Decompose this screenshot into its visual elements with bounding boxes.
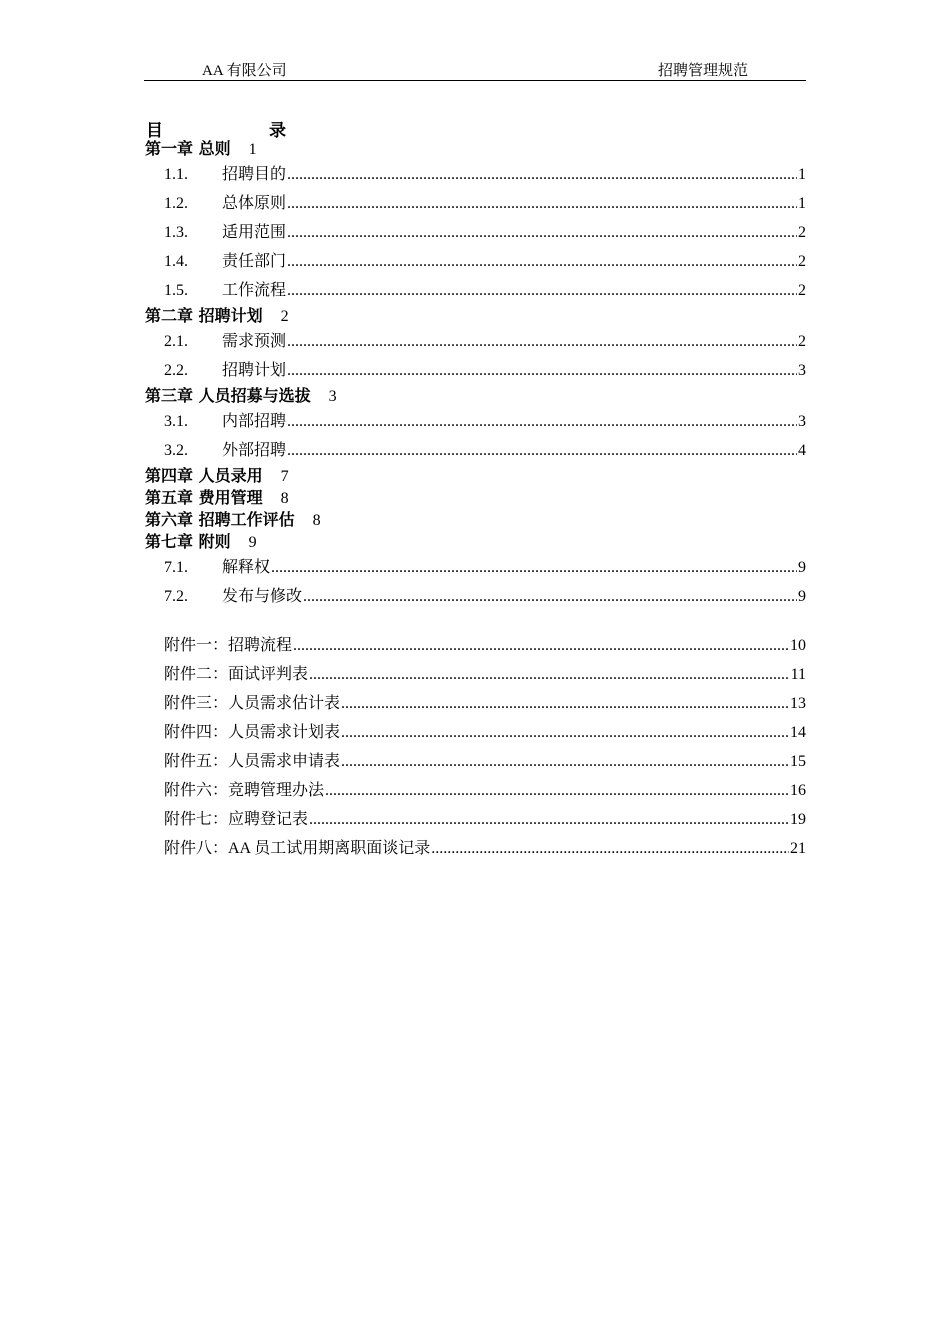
toc-section-number: 3.1.	[164, 413, 188, 430]
toc-section[interactable]	[164, 276, 806, 305]
toc-section[interactable]	[164, 218, 806, 247]
header-company: AA 有限公司	[202, 63, 287, 79]
toc-leader-dots	[287, 407, 797, 436]
toc-appendix-label: 附件二：面试评判表	[164, 666, 309, 683]
header-doc-title: 招聘管理规范	[657, 63, 748, 79]
toc-section-number: 3.2.	[164, 442, 188, 459]
toc-section-number: 1.3.	[164, 224, 188, 241]
toc-chapter-page: 9	[248, 534, 257, 551]
toc-section-page: 9	[798, 559, 806, 576]
toc-appendix-page: 15	[790, 753, 806, 770]
toc-leader-dots	[303, 582, 797, 611]
toc-section-number: 1.5.	[164, 282, 188, 299]
toc-chapter[interactable]	[145, 531, 806, 553]
toc-section[interactable]	[164, 356, 806, 385]
toc-chapter-label: 第一章 总则	[145, 139, 231, 158]
toc-section-page: 1	[798, 195, 806, 212]
toc-chapter[interactable]	[145, 465, 806, 487]
toc-section-label: 责任部门	[222, 253, 287, 270]
toc-appendix-page: 21	[790, 840, 806, 857]
toc-chapter-page: 8	[280, 490, 289, 507]
toc-appendix-page: 10	[790, 637, 806, 654]
toc-chapter-page: 2	[280, 308, 289, 325]
toc-leader-dots	[287, 189, 797, 218]
toc-section[interactable]	[164, 327, 806, 356]
toc-leader-dots	[293, 631, 789, 660]
toc-section[interactable]	[164, 407, 806, 436]
page-header	[144, 56, 806, 81]
toc-appendix-label: 附件七：应聘登记表	[164, 811, 309, 828]
toc-chapter[interactable]	[145, 385, 806, 407]
toc-appendix-label: 附件四：人员需求计划表	[164, 724, 341, 741]
toc-appendix[interactable]	[164, 805, 806, 834]
toc-chapter-label: 第二章 招聘计划	[145, 306, 263, 325]
toc-appendix-page: 14	[790, 724, 806, 741]
toc-leader-dots	[287, 276, 797, 305]
toc-leader-dots	[431, 834, 789, 863]
toc-appendix-page: 13	[790, 695, 806, 712]
toc-section-label: 招聘计划	[222, 362, 287, 379]
toc-body	[145, 138, 806, 863]
toc-leader-dots	[341, 747, 789, 776]
table-of-contents	[145, 116, 806, 863]
toc-section-label: 解释权	[222, 559, 271, 576]
toc-section-number: 1.1.	[164, 166, 188, 183]
toc-title-right: 录	[269, 121, 286, 141]
toc-section-label: 外部招聘	[222, 442, 287, 459]
toc-section-label: 工作流程	[222, 282, 287, 299]
toc-section-page: 4	[798, 442, 806, 459]
toc-section[interactable]	[164, 436, 806, 465]
toc-appendix-label: 附件八：AA 员工试用期离职面谈记录	[164, 840, 431, 857]
toc-section[interactable]	[164, 189, 806, 218]
toc-appendix[interactable]	[164, 631, 806, 660]
toc-section-page: 1	[798, 166, 806, 183]
toc-leader-dots	[287, 160, 797, 189]
toc-section[interactable]	[164, 582, 806, 611]
toc-section-label: 内部招聘	[222, 413, 287, 430]
toc-section-number: 1.2.	[164, 195, 188, 212]
toc-leader-dots	[341, 718, 789, 747]
toc-appendix-label: 附件三：人员需求估计表	[164, 695, 341, 712]
toc-chapter-label: 第七章 附则	[145, 532, 231, 551]
toc-chapter[interactable]	[145, 487, 806, 509]
toc-leader-dots	[341, 689, 789, 718]
toc-title	[145, 116, 806, 141]
toc-chapter-page: 8	[312, 512, 321, 529]
toc-chapter-page: 7	[280, 468, 289, 485]
toc-appendix-page: 19	[790, 811, 806, 828]
toc-chapter-page: 3	[328, 388, 337, 405]
toc-chapter[interactable]	[145, 509, 806, 531]
toc-section-label: 适用范围	[222, 224, 287, 241]
toc-chapter-label: 第六章 招聘工作评估	[145, 510, 295, 529]
toc-section-page: 9	[798, 588, 806, 605]
toc-leader-dots	[287, 247, 797, 276]
toc-leader-dots	[325, 776, 789, 805]
toc-appendix[interactable]	[164, 718, 806, 747]
toc-appendix[interactable]	[164, 689, 806, 718]
toc-chapter-page: 1	[248, 141, 257, 158]
toc-section-page: 3	[798, 362, 806, 379]
toc-section[interactable]	[164, 160, 806, 189]
toc-appendix[interactable]	[164, 776, 806, 805]
toc-appendix-label: 附件六：竞聘管理办法	[164, 782, 325, 799]
toc-appendix-page: 11	[790, 666, 806, 683]
toc-appendix-label: 附件五：人员需求申请表	[164, 753, 341, 770]
toc-leader-dots	[287, 436, 797, 465]
toc-appendix[interactable]	[164, 834, 806, 863]
toc-section-number: 1.4.	[164, 253, 188, 270]
toc-leader-dots	[309, 660, 790, 689]
toc-section-label: 招聘目的	[222, 166, 287, 183]
toc-leader-dots	[287, 218, 797, 247]
toc-appendix-label: 附件一：招聘流程	[164, 637, 293, 654]
toc-section-page: 2	[798, 224, 806, 241]
toc-section-page: 2	[798, 333, 806, 350]
toc-chapter-label: 第四章 人员录用	[145, 466, 263, 485]
toc-section[interactable]	[164, 553, 806, 582]
toc-section-page: 2	[798, 282, 806, 299]
toc-chapter-label: 第五章 费用管理	[145, 488, 263, 507]
toc-chapter-label: 第三章 人员招募与选拔	[145, 386, 311, 405]
toc-chapter[interactable]	[145, 305, 806, 327]
toc-section-page: 2	[798, 253, 806, 270]
toc-appendix-page: 16	[790, 782, 806, 799]
toc-leader-dots	[287, 327, 797, 356]
toc-chapter[interactable]	[145, 138, 806, 160]
toc-leader-dots	[271, 553, 797, 582]
toc-section-page: 3	[798, 413, 806, 430]
toc-leader-dots	[309, 805, 789, 834]
toc-section-number: 7.1.	[164, 559, 188, 576]
toc-section-number: 2.2.	[164, 362, 188, 379]
toc-section-number: 7.2.	[164, 588, 188, 605]
toc-spacer	[145, 611, 806, 631]
toc-leader-dots	[287, 356, 797, 385]
toc-section-label: 需求预测	[222, 333, 287, 350]
toc-appendix[interactable]	[164, 747, 806, 776]
toc-title-left: 目	[146, 121, 163, 141]
toc-section[interactable]	[164, 247, 806, 276]
toc-section-label: 发布与修改	[222, 588, 303, 605]
toc-section-label: 总体原则	[222, 195, 287, 212]
toc-section-number: 2.1.	[164, 333, 188, 350]
toc-appendix[interactable]	[164, 660, 806, 689]
